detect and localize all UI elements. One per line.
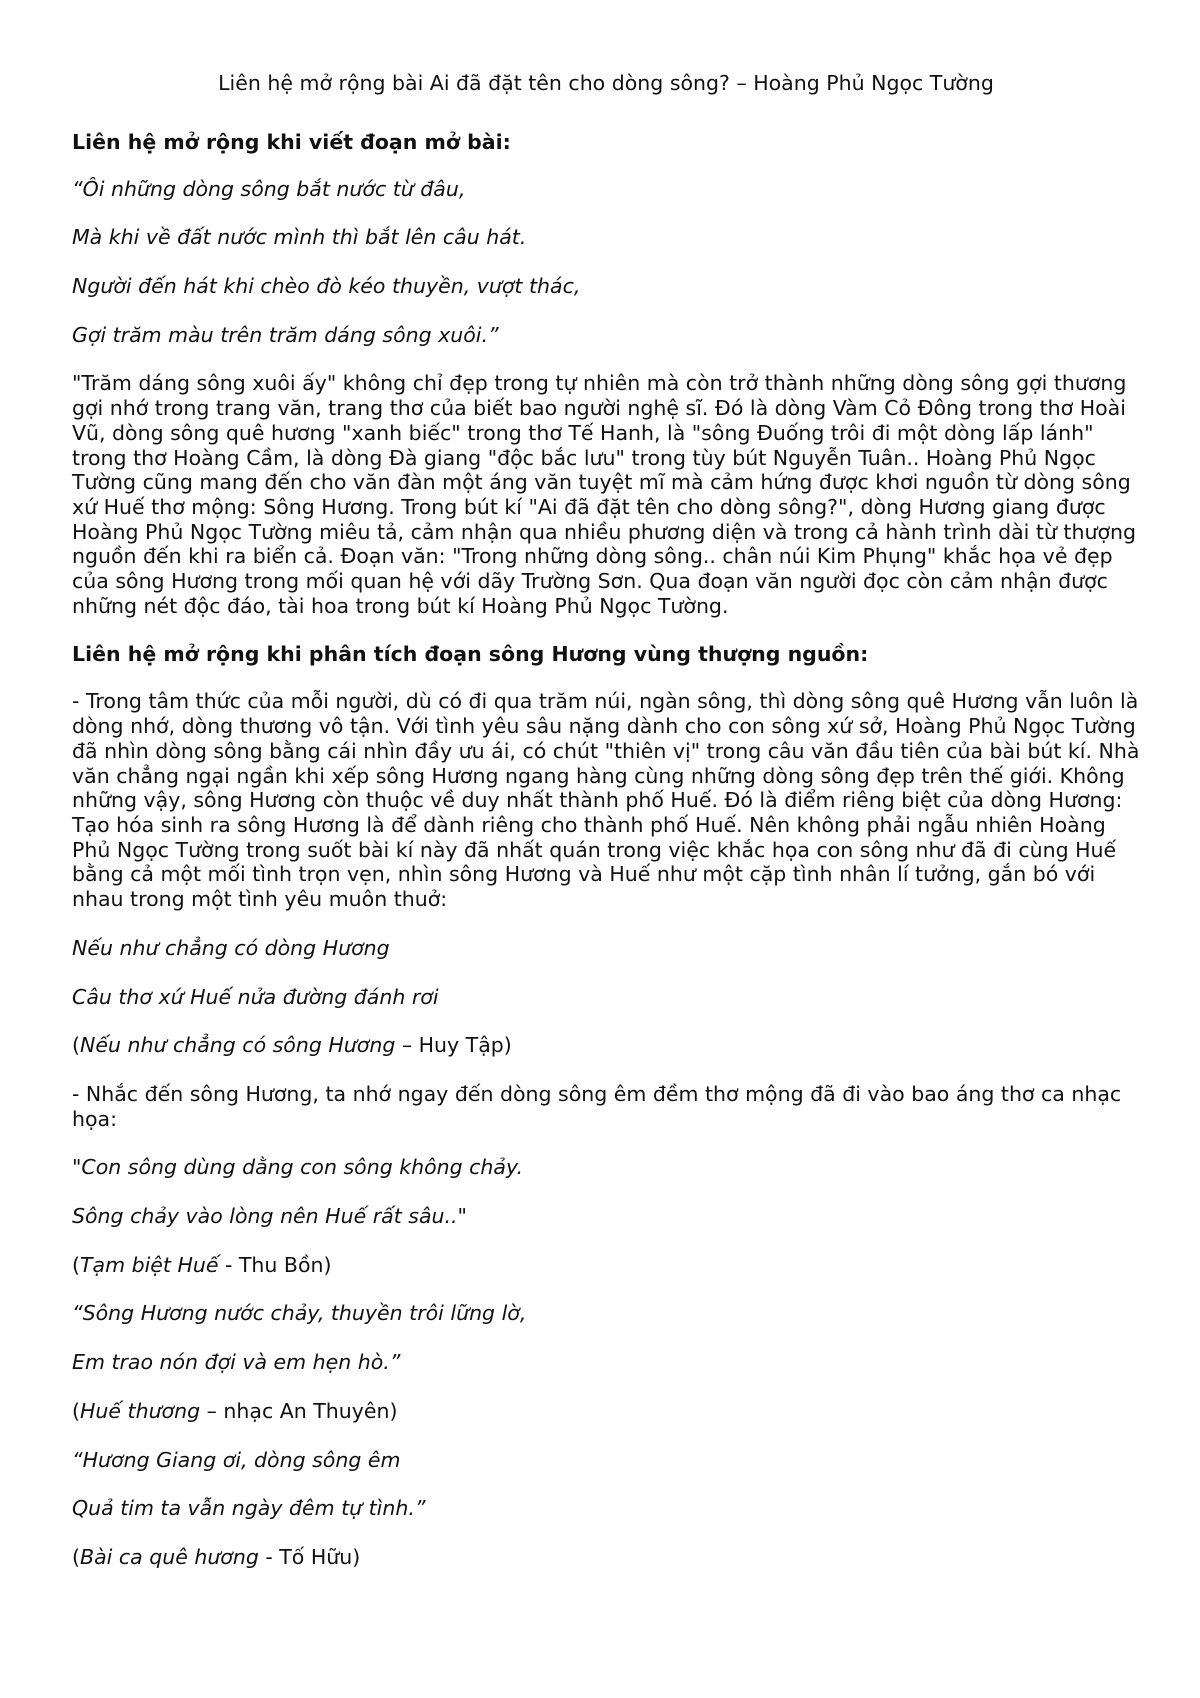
citation: (Tạm biệt Huế - Thu Bồn) [72, 1252, 332, 1277]
poem-line: Nếu như chẳng có dòng Hương [72, 935, 390, 960]
citation: (Bài ca quê hương - Tố Hữu) [72, 1544, 361, 1569]
poem-line: “Hương Giang ơi, dòng sông êm [72, 1447, 401, 1472]
poem-line: “Sông Hương nước chảy, thuyền trôi lững lờ, [72, 1301, 527, 1326]
poem-line: Người đến hát khi chèo đò kéo thuyền, vượt thác, [72, 274, 581, 299]
body-paragraph-upstream: - Trong tâm thức của mỗi người, dù có đi qua trăm núi, ngàn sông, thì dòng sông quê Hương vẫn luôn là dòng nhớ, dòng thương vô tận. Với tình yêu sâu nặng dành cho con sông xứ sở, Hoàng Phủ Ngọc Tường đã nhìn dòng sông bằng cái nhìn đầy ưu ái, có chút "thiên vị" trong câu văn đầu tiên của bài bút kí. Nhà văn chẳng ngại ngần khi xếp sông Hương ngang hàng cùng những dòng sông đẹp trên thế giới. Không những vậy, sông Hương còn thuộc về duy nhất thành phố Huế. Đó là điểm riêng biệt của dòng Hương: Tạo hóa sinh ra sông Hương là để dành riêng cho thành phố Huế. Nên không phải ngẫu nhiên Hoàng Phủ Ngọc Tường trong suốt bài kí này đã nhất quán trong việc khắc họa con sông như đã đi cùng Huế bằng cả một mối tình trọn vẹn, nhìn sông Hương và Huế như một cặp tình nhân lí tưởng, gắn bó với nhau trong một tình yêu muôn thuở: [72, 689, 1140, 912]
citation-work: Bài ca quê hương [80, 1544, 259, 1569]
citation-author: - Tố Hữu) [258, 1544, 361, 1569]
section-heading-upstream: Liên hệ mở rộng khi phân tích đoạn sông Hương vùng thượng nguồn: [72, 642, 869, 667]
citation-author: – Huy Tập) [395, 1033, 512, 1058]
document-title: Liên hệ mở rộng bài Ai đã đặt tên cho dòng sông? – Hoàng Phủ Ngọc Tường [218, 71, 994, 95]
poem-line: Gợi trăm màu trên trăm dáng sông xuôi.” [72, 322, 499, 347]
citation-author: - Thu Bồn) [218, 1252, 332, 1277]
poem-line: Câu thơ xứ Huế nửa đường đánh rơi [72, 984, 439, 1009]
poem-line: Mà khi về đất nước mình thì bắt lên câu hát. [72, 225, 527, 250]
body-paragraph-intro: "Trăm dáng sông xuôi ấy" không chỉ đẹp trong tự nhiên mà còn trở thành những dòng sông gợi thương gợi nhớ trong trang văn, trang thơ của biết bao người nghệ sĩ. Đó là dòng Vàm Cỏ Đông trong thơ Hoài Vũ, dòng sông quê hương "xanh biếc" trong thơ Tế Hanh, là "sông Đuống trôi đi một dòng lấp lánh" trong thơ Hoàng Cầm, là dòng Đà giang "độc bắc lưu" trong tùy bút Nguyễn Tuân.. Hoàng Phủ Ngọc Tường cũng mang đến cho văn đàn một áng văn tuyệt mĩ mà cảm hứng được khơi nguồn từ dòng sông xứ Huế thơ mộng: Sông Hương. Trong bút kí "Ai đã đặt tên cho dòng sông?", dòng Hương giang được Hoàng Phủ Ngọc Tường miêu tả, cảm nhận qua nhiều phương diện và trong cả hành trình dài từ thượng nguồn đến khi ra biển cả. Đoạn văn: "Trong những dòng sông.. chân núi Kim Phụng" khắc họa vẻ đẹp của sông Hương trong mối quan hệ với dãy Trường Sơn. Qua đoạn văn người đọc còn cảm nhận được những nét độc đáo, tài hoa trong bút kí Hoàng Phủ Ngọc Tường. [72, 371, 1136, 618]
citation: (Huế thương – nhạc An Thuyên) [72, 1398, 398, 1423]
poem-line: Em trao nón đợi và em hẹn hò.” [72, 1350, 401, 1375]
body-paragraph-mention: - Nhắc đến sông Hương, ta nhớ ngay đến dòng sông êm đềm thơ mộng đã đi vào bao áng thơ ca nhạc họa: [72, 1081, 1122, 1131]
poem-line: Quả tim ta vẫn ngày đêm tự tình.” [72, 1496, 426, 1521]
citation-work: Nếu như chẳng có sông Hương [80, 1033, 396, 1058]
citation-work: Tạm biệt Huế [80, 1252, 219, 1277]
section-heading-intro: Liên hệ mở rộng khi viết đoạn mở bài: [72, 129, 511, 154]
poem-line: “Ôi những dòng sông bắt nước từ đâu, [72, 176, 466, 201]
citation-author: – nhạc An Thuyên) [200, 1398, 398, 1423]
poem-line: "Con sông dùng dằng con sông không chảy. [72, 1155, 524, 1180]
poem-line: Sông chảy vào lòng nên Huế rất sâu.." [72, 1204, 467, 1229]
citation: (Nếu như chẳng có sông Hương – Huy Tập) [72, 1033, 512, 1058]
citation-work: Huế thương [80, 1398, 201, 1423]
